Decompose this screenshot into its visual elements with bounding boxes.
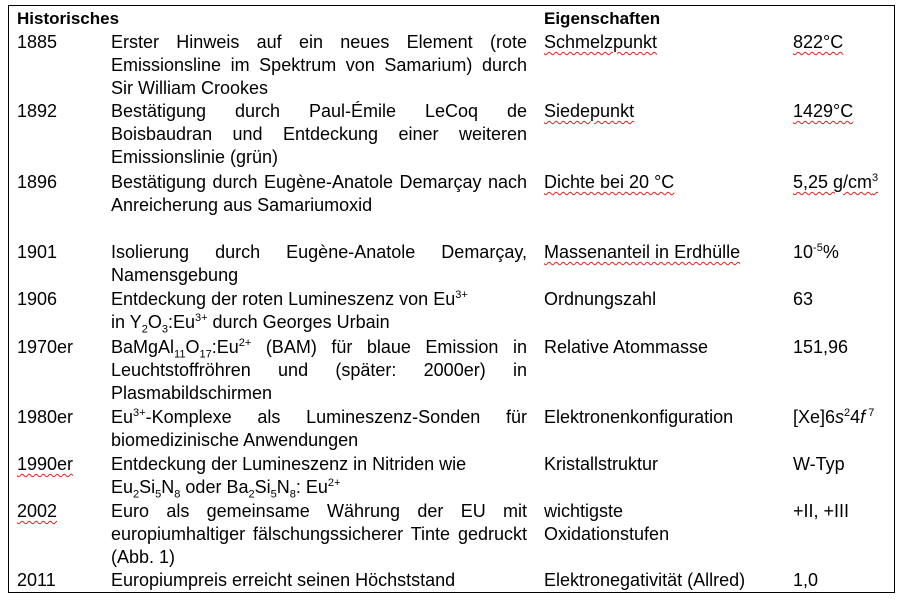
year-cell: 1896 (17, 172, 58, 192)
property-cell: Siedepunkt (544, 101, 635, 121)
history-cell: Entdeckung der roten Lumineszenz von $Eu^{3+}$ in $Y_2O_3:Eu^{3+}$ durch Georges Urbain (111, 289, 468, 336)
property-cell: Elektronegativität (Allred) (544, 570, 746, 590)
property-cell: Ordnungszahl (544, 289, 657, 309)
value-cell: 1429°C (793, 101, 854, 121)
property-cell: Elektronenkonfiguration (544, 407, 734, 427)
history-cell: Isolierung durch Eugène-Anatole Demarçay, Namensgebung (111, 242, 527, 285)
value-cell: $[Xe]6s^24f$ $^7$ (793, 407, 875, 427)
value-cell: 151,96 (793, 337, 849, 357)
year-cell: 1901 (17, 242, 58, 262)
value-cell: 822°C (793, 32, 844, 52)
value-cell: +II, +III (793, 501, 850, 521)
year-cell: 2011 (17, 570, 56, 590)
property-cell: Kristallstruktur (544, 454, 659, 474)
data-table (8, 5, 895, 593)
history-cell: $BaMgAl_{11}O_{17}:Eu^{2+}$ (BAM) für blaue Emission in Leuchtstoffröhren und (später: 2000er) in Plasmabildschirmen (111, 337, 527, 403)
value-cell: 1,0 (793, 570, 819, 590)
year-cell: 1906 (17, 289, 58, 309)
year-cell: 1980er (17, 407, 74, 427)
history-cell: Bestätigung durch Paul-Émile LeCoq de Boisbaudran und Entdeckung einer weiteren Emissionslinie (grün) (111, 101, 527, 167)
property-cell: Schmelzpunkt (544, 32, 658, 52)
value-cell: $10^{-5}\%$ (793, 242, 839, 262)
year-cell: 1970er (17, 337, 74, 357)
history-cell: Erster Hinweis auf ein neues Element (rote Emissionsline im Spektrum von Samarium) durch Sir William Crookes (111, 32, 527, 98)
property-cell: Massenanteil in Erdhülle (544, 242, 741, 262)
value-cell: 5,25 $g/cm^3$ (793, 172, 879, 192)
header-eigenschaften: Eigenschaften (544, 9, 661, 28)
property-cell: Relative Atommasse (544, 337, 709, 357)
year-cell: 1885 (17, 32, 58, 52)
history-cell: Europiumpreis erreicht seinen Höchststand (111, 570, 456, 590)
value-cell: W-Typ (793, 454, 845, 474)
year-cell: 2002 (17, 501, 58, 521)
history-cell: Euro als gemeinsame Währung der EU mit europiumhaltiger fälschungssicherer Tinte gedruckt (Abb. 1) (111, 501, 527, 567)
year-cell: 1892 (17, 101, 58, 121)
header-historisches: Historisches (17, 9, 120, 28)
property-cell: wichtigste Oxidationstufen (544, 501, 670, 544)
value-cell: 63 (793, 289, 814, 309)
history-cell: $Eu^{3+}$-Komplexe als Lumineszenz-Sonden für biomedizinische Anwendungen (111, 407, 527, 450)
year-cell: 1990er (17, 454, 74, 474)
property-cell: Dichte bei 20 °C (544, 172, 675, 192)
history-cell: Bestätigung durch Eugène-Anatole Demarçay nach Anreicherung aus Samariumoxid (111, 172, 527, 215)
history-cell: Entdeckung der Lumineszenz in Nitriden wie $Eu_2Si_5N_8$ oder $Ba_2Si_5N_8$: $Eu^{2+}$ (111, 454, 467, 501)
